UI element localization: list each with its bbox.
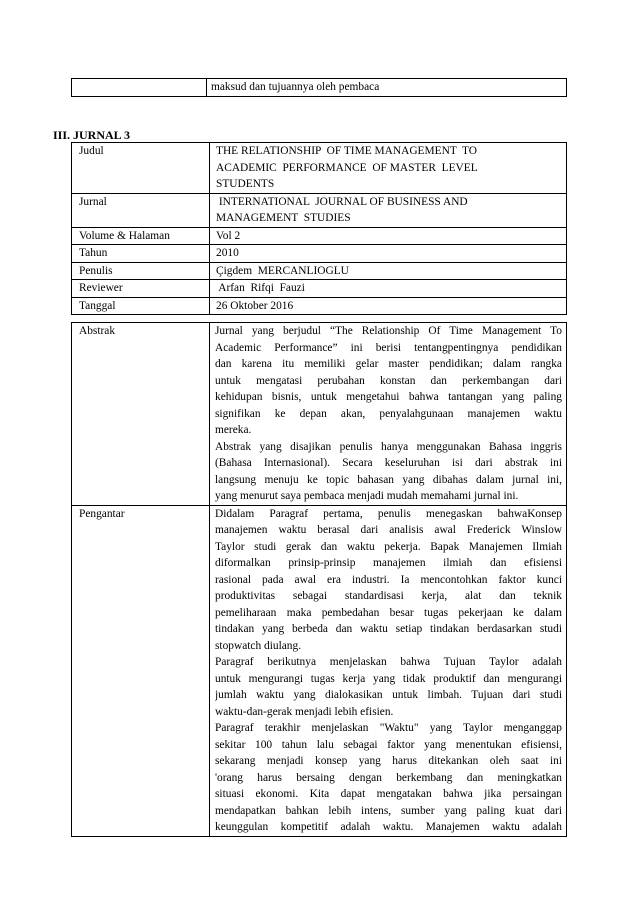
text-line: signifikan ke depan akan, penyalahgunaan manajemen waktu: [215, 407, 562, 420]
text-line: kehidupan bisnis, untuk mengetahui bahwa tantangan yang paling: [215, 391, 562, 403]
info-row: [72, 280, 567, 298]
table-cell-key: [72, 79, 207, 97]
review-row: [72, 505, 567, 836]
text-line: Jurnal yang berjudul “The Relationship Of Time Management To: [215, 325, 562, 337]
text-line: produktivitas sebagai standardisasi kerja, alat dan teknik: [215, 590, 562, 602]
info-row: [72, 245, 567, 263]
text-line: Paragraf terakhir menjelaskan "Waktu" yang Taylor menganggap: [215, 722, 562, 734]
info-value: [210, 280, 567, 298]
text-line: yang menurut saya pembaca menjadi mudah memahami jurnal ini.: [215, 490, 519, 502]
text-line: dan karena itu memiliki gelar master pendidikan; dalam rangka: [215, 358, 562, 370]
text-line: manajemen waktu berasal dari analisis awal Frederick Winslow: [215, 524, 562, 536]
text-line: sekarang menjadi konsep yang harus ditekankan oleh saat ini: [215, 755, 562, 767]
info-value: [210, 193, 567, 227]
info-value-line: INTERNATIONAL JOURNAL OF BUSINESS AND: [216, 195, 468, 208]
text-line: Didalam Paragraf pertama, penulis menegaskan bahwaKonsep: [215, 507, 562, 520]
info-label: Reviewer: [72, 280, 210, 298]
table-row: [72, 79, 567, 97]
text-line: Academic Performance” ini berisi tentangpentingnya pendidikan: [215, 341, 562, 354]
info-row: [72, 262, 567, 280]
info-value-line: STUDENTS: [216, 178, 275, 190]
info-value-line: MANAGEMENT STUDIES: [216, 212, 351, 224]
text-line: stopwatch diulang.: [215, 639, 302, 652]
continuation-table: [71, 78, 567, 97]
text-line: situasi ekonomi. Kita dapat mengatakan bahwa jika persaingan: [215, 788, 562, 800]
text-line: langsung menuju ke topic bahasan yang dibahas dalam jurnal ini,: [215, 473, 562, 486]
info-row: [72, 227, 567, 245]
info-value-line: ACADEMIC PERFORMANCE OF MASTER LEVEL: [216, 161, 478, 174]
text-line: untuk mengurangi tugas kerja yang tidak produktif dan mengurangi: [215, 672, 562, 685]
info-value-line: 26 Oktober 2016: [216, 299, 294, 312]
info-label: Volume & Halaman: [72, 227, 210, 245]
info-label: Penulis: [72, 262, 210, 280]
info-value-line: THE RELATIONSHIP OF TIME MANAGEMENT TO: [216, 145, 478, 157]
info-value: [210, 245, 567, 263]
review-section-label: Abstrak: [72, 323, 210, 506]
section-heading: III. JURNAL 3: [53, 128, 131, 142]
text-line: 'orang harus bersaing dengan berkembang dan meningkatkan: [215, 771, 562, 784]
info-row: [72, 193, 567, 227]
table-cell-value: maksud dan tujuannya oleh pembaca: [207, 79, 567, 97]
text-line: rasional pada awal era industri. Ia mencontohkan faktor kunci: [215, 573, 562, 586]
text-line: Taylor studi gerak dan waktu pekerja. Bapak Manajemen Ilmiah: [215, 540, 562, 553]
info-label: Tahun: [72, 245, 210, 263]
info-value: [210, 297, 567, 315]
review-section-label: Pengantar: [72, 505, 210, 836]
text-line: (Bahasa Internasional). Secara keseluruhan isi dari abstrak ini: [215, 457, 562, 469]
text-line: sekitar 100 tahun lalu sebagai faktor yang menentukan efisiensi,: [215, 738, 562, 751]
info-label: Jurnal: [72, 193, 210, 227]
info-row: [72, 297, 567, 315]
info-row: [72, 143, 567, 194]
info-value-line: Vol 2: [216, 229, 241, 242]
text-line: keunggulan kompetitif adalah waktu. Manajemen waktu adalah: [215, 821, 562, 833]
info-value: [210, 143, 567, 194]
text-line: mendapatkan bahkan lebih intens, sumber yang paling kuat dari: [215, 804, 562, 817]
text-line: pemeliharaan maka pembedahan besar tugas pekerjaan ke dalam: [215, 606, 562, 619]
info-label: Judul: [72, 143, 210, 194]
text-line: untuk mengatasi perubahan konstan dan perkembangan dari: [215, 374, 562, 387]
review-row: [72, 323, 567, 506]
info-value: [210, 227, 567, 245]
text-line: diformalkan prinsip-prinsip manajemen ilmiah dan efisiensi: [215, 557, 562, 569]
info-value-line: 2010: [216, 247, 239, 259]
text-line: tindakan yang berbeda dan waktu setiap tindakan berdasarkan studi: [215, 623, 562, 635]
text-line: jumlah waktu yang dialokasikan untuk limbah. Tujuan dari studi: [215, 689, 562, 701]
info-value: [210, 262, 567, 280]
journal-info-table: [71, 142, 567, 315]
info-value-line: Çigdem MERCANLIOGLU: [216, 264, 349, 277]
text-line: waktu-dan-gerak menjadi lebih efisien.: [215, 705, 394, 718]
text-line: Paragraf berikutnya menjelaskan bahwa Tujuan Taylor adalah: [215, 656, 562, 668]
journal-review-table: [71, 322, 567, 837]
review-section-text: [210, 323, 567, 506]
review-section-text: [210, 505, 567, 836]
info-value-line: Arfan Rifqi Fauzi: [216, 282, 305, 294]
text-line: Abstrak yang disajikan penulis hanya menggunakan Bahasa inggris: [215, 440, 562, 453]
info-label: Tanggal: [72, 297, 210, 315]
text-line: mereka.: [215, 424, 252, 436]
